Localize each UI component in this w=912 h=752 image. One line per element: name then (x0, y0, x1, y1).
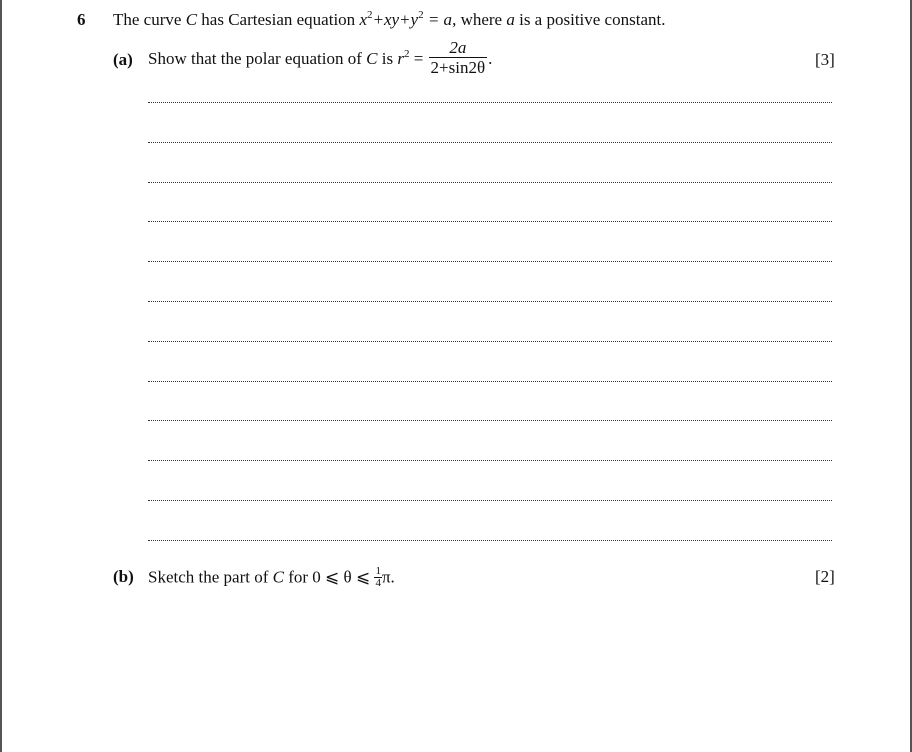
math-x: x (359, 10, 367, 29)
curve-symbol: C (185, 10, 198, 29)
answer-line (148, 142, 832, 143)
stem-text: is a positive constant. (514, 10, 666, 29)
part-a-label: (a) (113, 50, 133, 69)
part-b-marks: [2] (815, 567, 835, 586)
math-y: y (410, 10, 419, 29)
part-a-marks: [3] (815, 50, 835, 69)
part-a-text (148, 38, 493, 79)
stem-text: The curve (113, 10, 186, 29)
fraction-numerator: 2a (449, 38, 467, 57)
curve-symbol: C (366, 48, 378, 68)
fraction-denominator: 2+sin2θ (430, 58, 486, 77)
math-xy: +xy+ (372, 10, 411, 29)
math-equals: = (409, 48, 424, 68)
page-border-left (0, 0, 2, 752)
sentence-end: . (488, 48, 493, 68)
math-a: a (506, 10, 515, 29)
exponent: 2 (418, 9, 424, 21)
question-stem (113, 10, 665, 30)
exponent: 2 (366, 9, 373, 21)
part-b-prompt: Sketch the part of (148, 567, 273, 587)
stem-text: has Cartesian equation (197, 10, 360, 29)
math-pi: π. (381, 567, 395, 587)
part-a-prompt: Show that the polar equation of (148, 48, 367, 68)
exponent: 2 (403, 47, 410, 60)
part-a-prompt: is (377, 48, 398, 68)
question-number: 6 (77, 10, 86, 29)
answer-line (148, 500, 832, 501)
answer-line (148, 261, 832, 262)
answer-line (148, 460, 832, 461)
part-b-label: (b) (113, 567, 134, 586)
answer-line (148, 102, 832, 103)
answer-line (148, 540, 832, 541)
answer-line (148, 221, 832, 222)
answer-line (148, 182, 832, 183)
math-equals-a: = a (423, 10, 453, 29)
part-b-range: for 0 ⩽ θ ⩽ (283, 567, 375, 587)
fraction-numerator: 1 (375, 565, 381, 577)
answer-line (148, 301, 832, 302)
answer-line (148, 341, 832, 342)
curve-symbol: C (272, 567, 284, 587)
fraction-denominator: 4 (375, 577, 381, 589)
part-b-text (148, 567, 395, 590)
math-r: r (397, 48, 404, 68)
stem-text: , where (452, 10, 507, 29)
answer-line (148, 381, 832, 382)
answer-line (148, 420, 832, 421)
quarter-fraction (374, 566, 382, 589)
polar-fraction (429, 39, 488, 77)
